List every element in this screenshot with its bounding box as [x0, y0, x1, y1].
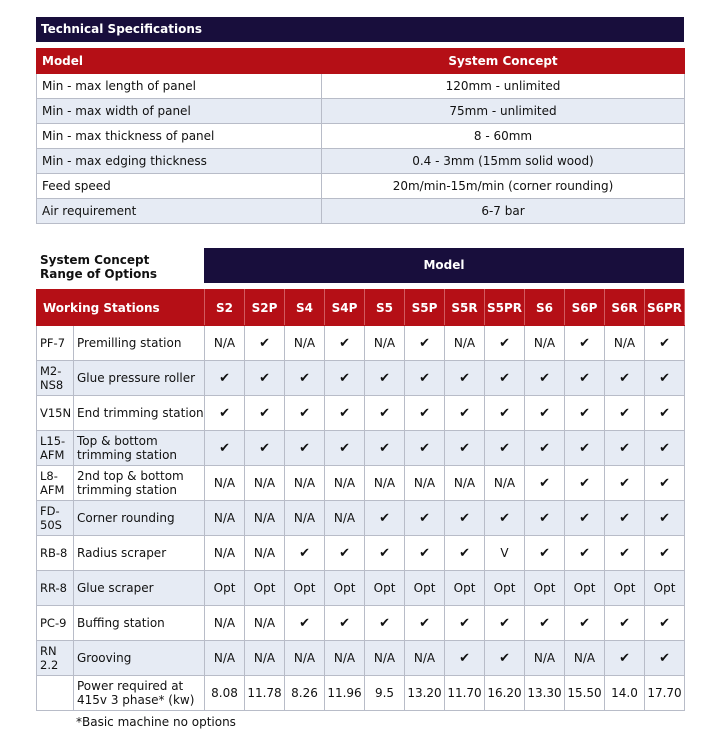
spec-label: Feed speed [37, 174, 322, 199]
spec-value: 120mm - unlimited [322, 74, 685, 99]
availability-cell: ✔ [245, 431, 285, 466]
availability-cell: ✔ [525, 536, 565, 571]
availability-cell: N/A [285, 466, 325, 501]
availability-cell: ✔ [205, 361, 245, 396]
options-label-line1: System Concept [40, 253, 150, 267]
station-row [37, 466, 685, 501]
availability-cell: ✔ [365, 606, 405, 641]
availability-cell: ✔ [205, 431, 245, 466]
availability-cell: N/A [325, 466, 365, 501]
availability-cell: 13.30 [525, 676, 565, 711]
availability-cell: ✔ [565, 361, 605, 396]
availability-cell: N/A [285, 501, 325, 536]
model-header-s6r: S6R [605, 290, 645, 326]
availability-cell: Opt [645, 571, 685, 606]
availability-cell: N/A [325, 501, 365, 536]
availability-cell: ✔ [365, 431, 405, 466]
station-code: PC-9 [37, 606, 74, 641]
availability-cell: ✔ [525, 466, 565, 501]
availability-cell: ✔ [565, 431, 605, 466]
availability-cell: ✔ [565, 326, 605, 361]
availability-cell: N/A [205, 536, 245, 571]
availability-cell: Opt [605, 571, 645, 606]
availability-cell: ✔ [645, 431, 685, 466]
availability-cell: N/A [525, 641, 565, 676]
availability-cell: ✔ [405, 501, 445, 536]
spec-row [37, 99, 685, 124]
availability-cell: ✔ [325, 361, 365, 396]
availability-cell: N/A [205, 606, 245, 641]
availability-cell: ✔ [445, 396, 485, 431]
availability-cell: N/A [285, 326, 325, 361]
availability-cell: N/A [325, 641, 365, 676]
station-name: Grooving [74, 641, 205, 676]
working-stations-header: Working Stations [37, 290, 205, 326]
availability-cell: V [485, 536, 525, 571]
options-label [40, 253, 200, 281]
availability-cell: ✔ [525, 501, 565, 536]
availability-cell: ✔ [325, 606, 365, 641]
availability-cell: ✔ [645, 326, 685, 361]
spec-header-row [37, 49, 685, 74]
availability-cell: Opt [245, 571, 285, 606]
availability-cell: ✔ [325, 536, 365, 571]
model-header-s6p: S6P [565, 290, 605, 326]
station-code: FD-50S [37, 501, 74, 536]
availability-cell: ✔ [605, 606, 645, 641]
availability-cell: ✔ [245, 396, 285, 431]
station-row [37, 431, 685, 466]
availability-cell: ✔ [565, 466, 605, 501]
availability-cell: N/A [405, 641, 445, 676]
availability-cell: ✔ [445, 641, 485, 676]
spec-value: 75mm - unlimited [322, 99, 685, 124]
availability-cell: ✔ [365, 501, 405, 536]
spec-header-system-concept: System Concept [322, 49, 685, 74]
availability-cell: ✔ [405, 396, 445, 431]
station-row [37, 606, 685, 641]
availability-cell: ✔ [365, 361, 405, 396]
availability-cell: ✔ [365, 396, 405, 431]
model-header-bar: Model [204, 248, 684, 283]
availability-cell: N/A [445, 466, 485, 501]
availability-cell: ✔ [485, 641, 525, 676]
spec-value: 8 - 60mm [322, 124, 685, 149]
availability-cell: N/A [445, 326, 485, 361]
spec-label: Min - max thickness of panel [37, 124, 322, 149]
availability-cell: N/A [405, 466, 445, 501]
availability-cell: ✔ [485, 431, 525, 466]
station-code: RB-8 [37, 536, 74, 571]
availability-cell: N/A [245, 466, 285, 501]
station-row [37, 676, 685, 711]
footnote: *Basic machine no options [76, 715, 236, 729]
availability-cell: ✔ [525, 361, 565, 396]
availability-cell: ✔ [485, 361, 525, 396]
availability-cell: ✔ [405, 361, 445, 396]
availability-cell: ✔ [605, 396, 645, 431]
availability-cell: Opt [485, 571, 525, 606]
spec-row [37, 149, 685, 174]
availability-cell: ✔ [485, 606, 525, 641]
station-name: Top & bottom trimming station [74, 431, 205, 466]
spec-label: Air requirement [37, 199, 322, 224]
spec-header-model: Model [37, 49, 322, 74]
availability-cell: Opt [565, 571, 605, 606]
station-row [37, 641, 685, 676]
station-code: RN 2.2 [37, 641, 74, 676]
availability-cell: ✔ [445, 501, 485, 536]
availability-cell: 13.20 [405, 676, 445, 711]
availability-cell: Opt [325, 571, 365, 606]
spec-row [37, 199, 685, 224]
availability-cell: ✔ [445, 536, 485, 571]
station-name: Premilling station [74, 326, 205, 361]
spec-value: 0.4 - 3mm (15mm solid wood) [322, 149, 685, 174]
availability-cell: ✔ [365, 536, 405, 571]
spec-row [37, 174, 685, 199]
spec-value: 6-7 bar [322, 199, 685, 224]
availability-cell: ✔ [485, 396, 525, 431]
availability-cell: N/A [525, 326, 565, 361]
availability-cell: ✔ [325, 431, 365, 466]
spec-label: Min - max width of panel [37, 99, 322, 124]
availability-cell: ✔ [285, 431, 325, 466]
station-name: Glue pressure roller [74, 361, 205, 396]
availability-cell: Opt [205, 571, 245, 606]
availability-cell: N/A [245, 536, 285, 571]
availability-cell: ✔ [285, 606, 325, 641]
station-name: 2nd top & bottom trimming station [74, 466, 205, 501]
availability-cell: Opt [405, 571, 445, 606]
station-name: End trimming station [74, 396, 205, 431]
station-code: L15-AFM [37, 431, 74, 466]
availability-cell: N/A [205, 641, 245, 676]
availability-cell: ✔ [605, 536, 645, 571]
station-name: Glue scraper [74, 571, 205, 606]
station-name: Power required at 415v 3 phase* (kw) [74, 676, 205, 711]
availability-cell: ✔ [285, 361, 325, 396]
availability-cell: ✔ [645, 536, 685, 571]
model-header-s5p: S5P [405, 290, 445, 326]
station-code: RR-8 [37, 571, 74, 606]
availability-cell: ✔ [605, 361, 645, 396]
availability-cell: ✔ [645, 466, 685, 501]
station-row [37, 396, 685, 431]
availability-cell: N/A [365, 641, 405, 676]
station-code: L8-AFM [37, 466, 74, 501]
availability-cell: ✔ [445, 431, 485, 466]
availability-cell: ✔ [405, 536, 445, 571]
availability-cell: ✔ [645, 361, 685, 396]
availability-cell: N/A [205, 466, 245, 501]
availability-cell: N/A [245, 606, 285, 641]
station-row [37, 361, 685, 396]
availability-cell: ✔ [565, 536, 605, 571]
availability-cell: ✔ [205, 396, 245, 431]
availability-cell: ✔ [405, 326, 445, 361]
spec-row [37, 74, 685, 99]
availability-cell: N/A [205, 326, 245, 361]
availability-cell: ✔ [565, 396, 605, 431]
availability-cell: ✔ [285, 536, 325, 571]
availability-cell: ✔ [325, 326, 365, 361]
model-header-s4p: S4P [325, 290, 365, 326]
availability-cell: ✔ [605, 641, 645, 676]
availability-cell: N/A [485, 466, 525, 501]
model-header-s5pr: S5PR [485, 290, 525, 326]
availability-cell: N/A [285, 641, 325, 676]
station-row [37, 571, 685, 606]
availability-cell: Opt [365, 571, 405, 606]
spec-label: Min - max edging thickness [37, 149, 322, 174]
availability-cell: N/A [565, 641, 605, 676]
options-header-row [37, 290, 685, 326]
availability-cell: 14.0 [605, 676, 645, 711]
tech-spec-title: Technical Specifications [36, 17, 684, 42]
availability-cell: 11.70 [445, 676, 485, 711]
spec-row [37, 124, 685, 149]
availability-cell: ✔ [525, 396, 565, 431]
station-row [37, 501, 685, 536]
availability-cell: ✔ [245, 326, 285, 361]
availability-cell: N/A [365, 326, 405, 361]
availability-cell: 9.5 [365, 676, 405, 711]
availability-cell: 16.20 [485, 676, 525, 711]
availability-cell: ✔ [445, 361, 485, 396]
spec-table [36, 48, 685, 224]
availability-cell: ✔ [285, 396, 325, 431]
availability-cell: Opt [285, 571, 325, 606]
availability-cell: ✔ [525, 431, 565, 466]
options-label-line2: Range of Options [40, 267, 157, 281]
availability-cell: Opt [525, 571, 565, 606]
availability-cell: 11.78 [245, 676, 285, 711]
availability-cell: ✔ [485, 326, 525, 361]
availability-cell: ✔ [605, 466, 645, 501]
availability-cell: ✔ [485, 501, 525, 536]
station-code [37, 676, 74, 711]
availability-cell: 8.08 [205, 676, 245, 711]
station-row [37, 536, 685, 571]
model-header-s6pr: S6PR [645, 290, 685, 326]
availability-cell: N/A [205, 501, 245, 536]
model-header-s5r: S5R [445, 290, 485, 326]
availability-cell: ✔ [405, 431, 445, 466]
station-code: PF-7 [37, 326, 74, 361]
model-header-s2p: S2P [245, 290, 285, 326]
availability-cell: N/A [245, 641, 285, 676]
availability-cell: ✔ [405, 606, 445, 641]
availability-cell: Opt [445, 571, 485, 606]
station-name: Buffing station [74, 606, 205, 641]
availability-cell: 17.70 [645, 676, 685, 711]
availability-cell: ✔ [605, 501, 645, 536]
availability-cell: ✔ [445, 606, 485, 641]
availability-cell: ✔ [245, 361, 285, 396]
availability-cell: ✔ [645, 641, 685, 676]
availability-cell: N/A [245, 501, 285, 536]
availability-cell: 15.50 [565, 676, 605, 711]
options-table [36, 289, 685, 711]
availability-cell: ✔ [525, 606, 565, 641]
model-header-s4: S4 [285, 290, 325, 326]
station-code: M2-NS8 [37, 361, 74, 396]
availability-cell: ✔ [565, 606, 605, 641]
availability-cell: ✔ [605, 431, 645, 466]
model-header-s2: S2 [205, 290, 245, 326]
spec-value: 20m/min-15m/min (corner rounding) [322, 174, 685, 199]
availability-cell: ✔ [645, 501, 685, 536]
availability-cell: ✔ [565, 501, 605, 536]
availability-cell: ✔ [645, 606, 685, 641]
availability-cell: N/A [605, 326, 645, 361]
availability-cell: ✔ [325, 396, 365, 431]
availability-cell: ✔ [645, 396, 685, 431]
station-row [37, 326, 685, 361]
availability-cell: N/A [365, 466, 405, 501]
availability-cell: 11.96 [325, 676, 365, 711]
model-header-s6: S6 [525, 290, 565, 326]
station-name: Corner rounding [74, 501, 205, 536]
station-name: Radius scraper [74, 536, 205, 571]
model-header-s5: S5 [365, 290, 405, 326]
station-code: V15N [37, 396, 74, 431]
availability-cell: 8.26 [285, 676, 325, 711]
spec-label: Min - max length of panel [37, 74, 322, 99]
